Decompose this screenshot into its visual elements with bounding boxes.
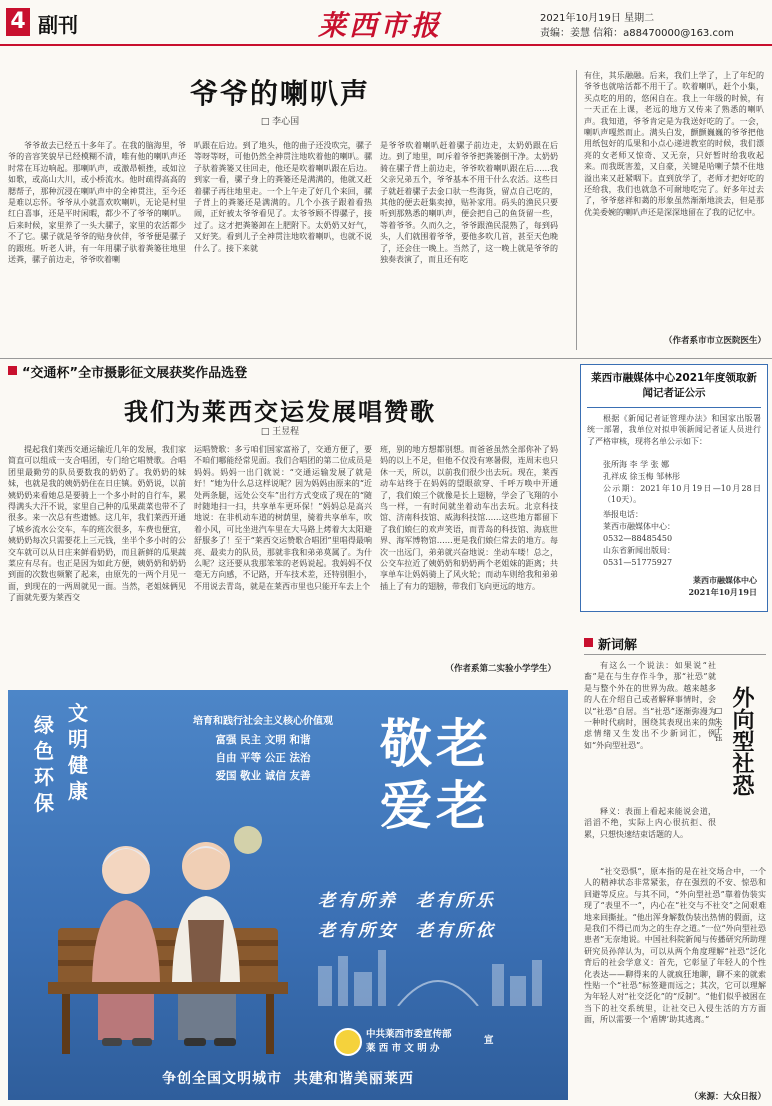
section-name: 副刊 bbox=[38, 13, 78, 37]
notice-rule bbox=[587, 407, 761, 408]
article2-kicker-mark bbox=[8, 366, 17, 375]
notice-names-1: 张所海 李 学 张 娜 bbox=[603, 460, 670, 469]
article2-credit: （作者系第二实验小学学生） bbox=[445, 664, 556, 674]
grandmother-body bbox=[92, 900, 160, 982]
page-number-badge: 4 bbox=[6, 8, 30, 36]
new-words-section: 新词解 bbox=[598, 638, 638, 653]
notice-box bbox=[580, 364, 768, 612]
bench-back bbox=[58, 928, 278, 988]
moon-icon bbox=[234, 826, 262, 854]
poster-values-3: 爱国 敬业 诚信 友善 bbox=[215, 770, 311, 782]
notice-org2: 山东省新闻出版局： bbox=[603, 546, 675, 555]
notice-title: 莱西市融媒体中心2021年度领取新闻记者证公示 bbox=[591, 372, 757, 399]
article1-byline: □ 李心国 bbox=[260, 117, 300, 127]
section-rule bbox=[0, 358, 772, 359]
new-words-mark bbox=[584, 638, 593, 647]
poster-values-1: 富强 民主 文明 和谐 bbox=[215, 734, 311, 746]
page-header bbox=[0, 0, 772, 44]
poster-org-suffix: 宣 bbox=[484, 1035, 494, 1046]
poster-side-right: 文 明 健 康 bbox=[68, 701, 88, 803]
notice-sign-date: 2021年10月19日 bbox=[688, 587, 757, 597]
article2-byline: □ 王昱程 bbox=[260, 427, 300, 437]
article1-col2: 叭跟在后边。到了地头，他的曲子还没吹完，骡子等呀等呀，可他仍然全神贯注地吹着他的喇叭。骡子驮着粪篓又往回走，他还是吹着喇叭跟在后边。到家一看，骡子身上的粪篓还是满满的，他就又赶着骡子再往地里走。一个上午走了好几个来回，骡子背上的粪篓还是满满的。几个小孩子跟着看热闹，正好被太爷爷看见了。太爷爷顾不得骡子，接过了。这才把粪篓卸在上肥附下。太奶奶又好气，又好笑。看到儿子全神贯注地吹着喇叭，也就不说什么了。接下来就 bbox=[194, 141, 372, 253]
header-rule bbox=[0, 44, 772, 46]
poster-side-left: 绿 色 环 保 bbox=[34, 713, 54, 815]
column-divider bbox=[576, 70, 577, 350]
grandmother-head bbox=[102, 846, 150, 894]
new-words-title: 外向型社恐 bbox=[729, 686, 755, 796]
article1-col3: 是爷爷吹着喇叭赶着骡子前边走，太奶奶跟在后边。到了地里，呵斥着爷爷把粪篓倒干净。太奶奶骑在骡子背上前边走，爷爷吹着喇叭跟在后……我父亲兄弟五个，爷爷基本不用干什么农活。这些日子就赶着骡子去金口驮一些海货，留点自己吃的，其他的便去赶集卖掉，贴补家用。码头的渔民只要听到那熟悉的喇叭声，便会把自己的鱼货留一些，等着爷爷。久而久之，爷爷跟渔民混熟了，每到码头，人们就围着爷爷，要他多吹几首，甚至天色晚了，还会住一晚上。当然了，这一晚上就是爷爷的独奏表演了，而且还有吃 bbox=[380, 141, 558, 265]
new-words-byline: □ 朱子钰 bbox=[714, 706, 723, 742]
new-words-body: “社交恐惧”，原本指的是在社交场合中，一个人的精神状态非常紧张，存在强烈的不安、惊恐和回避等反应。与其不同，“外向型社恐”靠着伪装实现了“表里不一”，内心在“社交与不社交”之间艰难地来回撕扯。“他出浑身解数伪装出热情的假面，这是我们不得已而为之的生存之道。”一位“外向型社恐患者”无奈地说。中国社科院新闻与传播研究所助理研究员孙萍认为，可以从两个角度理解“社恐”泛化背后的社会学意义：首先，它彰显了年轻人的个性化表达——聊得来的人就疯狂地聊，聊不来的就索性贴一个“社恐”标签避而远之；其次，它可以理解为年轻人对“社交泛化”的“反制”。“他们似乎被困在当下的社交系统里，让社交已入侵生活的方方面面，所以需要一个‘盾牌’助其逃离。” bbox=[584, 867, 766, 1025]
notice-sign: 莱西市融媒体中心 bbox=[693, 575, 757, 585]
date-line: 2021年10月19日 星期二 bbox=[540, 13, 655, 24]
poster-bottom-slogan: 争创全国文明城市 共建和谐美丽莱西 bbox=[162, 1071, 414, 1087]
new-words-definition: 释义：表面上看起来能说会道，滔滔不绝，实际上内心很抗拒、很累，只想快速结束话题的人。 bbox=[584, 807, 716, 839]
article1-col1: 爷爷故去已经五十多年了。在我的脑海里，爷爷的音容笑貌早已经模糊不清，唯有他的喇叭声还时常在耳边响起。那喇叭声，或激昂顿挫，或如泣如歌，或高山大川，或小桥流水。他时疏得高高的腮帮子，那种沉浸在喇叭声中的全神贯注，至今还是难以忘怀。爷爷从小就喜欢吹喇叭，无论是村里红白喜事，还是平时闲暇，都少不了爷爷的喇叭。后来时候，家里养了一头大骡子，家里的农活都少不了它。骡子就是爷爷的贴身伙伴，爷爷便是骡子的跟班。听老人讲，有一年用骡子驮着粪篓往地里送粪，骡子前边走，爷爷吹着喇 bbox=[8, 141, 186, 265]
new-words-credit: （来源：大众日报） bbox=[689, 1092, 766, 1102]
city-skyline-illustration bbox=[308, 946, 558, 1006]
article2-kicker: “交通杯”全市摄影征文展获奖作品选登 bbox=[22, 366, 248, 381]
elderly-couple-illustration bbox=[38, 810, 298, 1060]
article1-col4: 有住，其乐融融。后来，我们上学了，上了年纪的爷爷也就啥活都不用干了。吹着喇叭，赶个小集，买点吃的用的，悠闲自在。我上一年级的时候，有一天正在上课，老远的地方又传来了熟悉的喇叭声。我知道，爷爷肯定是为我送好吃的了。一会，喇叭声嘎然而止。满头白发，颤颤巍巍的爷爷把他用纸包好的瓜果和小点心递进教室的时候，我们漂亮的女老师又惊奇、又无奈，只好暂时给我收起来。而我既害羞，又自豪，关键是哈喇子禁不住地溢出来又赶紧咽下。直到放学了，老师才把好吃的还给我，我们也就急不可耐地吃完了。好多年过去了，爷爷慈祥和蔼的形象虽然渐渐地淡去，但是那优美委婉的喇叭声还是深深地留在了我的记忆中。 bbox=[584, 71, 764, 217]
new-words-intro: 有这么一个说法：如果说“社畜”是在与生存作斗争，那“社恐”就是与整个外在的世界为敌。越来越多的人在介绍自己或者解释事情时，会以“社恐”自居。当“社恐”逐渐弥漫为一种时代病时，围绕其表现出来的焦虑情绪又生发出不少新词汇，例如“外向型社恐”。 bbox=[584, 661, 716, 750]
masthead: 莱西市报 bbox=[318, 9, 443, 42]
notice-phone2: 0531—51775927 bbox=[603, 558, 673, 567]
poster-values-2: 自由 平等 公正 法治 bbox=[215, 752, 311, 764]
notice-report-label: 举报电话： bbox=[603, 510, 643, 519]
poster-slogan-1: 老有所养 老有所乐 bbox=[318, 891, 496, 911]
notice-org1: 莱西市融媒体中心： bbox=[603, 522, 675, 531]
notice-phone1: 0532—88485450 bbox=[603, 534, 673, 543]
article2-col1: 提起我们莱西交通运输近几年的发展，我们家简直可以组成一支合唱团，专门给它唱赞歌。合唱团里最勤劳的队员要数我的奶奶了。我奶奶的妹妹，也就是我的姨奶奶住在日庄镇。奶奶说，以前姨奶奶来看她总是要骑上一个多小时的自行车，累得满头大汗不说，家里自己种的瓜果蔬菜也带不了很多。来一次总有些遗憾。这几年，我们莱西开通了城乡流水公交车，车的班次很多，车费也便宜，姨奶奶每次只需要花上三元钱，坐半个多小时的公交车就可以从日庄来鲜看奶奶，而且新鲜的瓜果蔬菜应有尽有。也正是因为如此方便，姨奶奶和奶奶到面的次数也频繁了起来，由原先的一两个月见一面，到现在的一两周就见一面。当然，老姐妹俩见了面就先要为莱西交 bbox=[8, 445, 186, 603]
poster-emblem-icon bbox=[334, 1028, 362, 1056]
grandfather-head bbox=[182, 842, 230, 890]
public-service-poster bbox=[8, 690, 568, 1100]
notice-names-2: 孔祥成 徐玉梅 邹林彤 bbox=[603, 472, 681, 481]
article2-title: 我们为莱西交运发展唱赞歌 bbox=[124, 397, 436, 426]
article2-col2: 运唱赞歌：多亏咱们国家富裕了，交通方便了，要不咱们哪能经常见面。我们合唱团的第二位成员是妈妈。妈妈一出门就说：“交通运输发展了就是好！”她为什么总这样说呢？因为妈妈由原来的“近处两条腿，远处公交车”出行方式变成了现在的“随时随地扫一扫，共享单车更环保！”妈妈总是高兴地说：在非机动车道的树荫里，骑着共享单车，吹着小风，可比坐进汽车里在大马路上烤着大太阳避舒服多了！至于“莱西交运赞歌合唱团”里唱得最响亮、最卖力的队员，那就非我和弟弟莫属了。为什么呢？这还要从我那笨笨的老妈说起。我妈妈不仅毫无方向感，不记路，开车技术差，还特别胆小，不用说去青岛，就是在莱西市里也只能开车去上个 bbox=[194, 445, 372, 591]
article2-col3: 班，别的地方想都别想。而爸爸虽然全部你补了妈妈的以上不足，但他不仅没有寒暑假，连周末也只休一天，所以，以前我们很少出去玩。现在，莱西动车站终于在妈妈的望眼欲穿、千呼万唤中开通了，我们娘三个就像是长上翅膀，学会了飞翔的小鸟一样，一有时间就坐着动车出去玩。北京科技馆、济南科技馆、威海科技馆……这些地方都留下了我们娘仨的欢声笑语，而青岛的科技馆、海底世界、海军博物馆……更是我们娘仨常去的地方。每次一出远门，弟弟就兴奋地说：坐动车喽！总之，公交车拉近了姨奶奶和奶奶两个老姐妹的距离；共享单车让妈妈骑上了风火轮；而动车则给我和弟弟插上了有力的翅膀，带我们飞向更远的地方。 bbox=[380, 445, 558, 591]
poster-slogan-2: 老有所安 老有所依 bbox=[318, 921, 496, 941]
poster-org-1: 中共莱西市委宣传部 bbox=[366, 1029, 452, 1040]
poster-values-title: 培育和践行社会主义核心价值观 bbox=[193, 716, 333, 727]
bench-seat bbox=[48, 982, 288, 994]
article1-credit: （作者系市市立医院医生） bbox=[663, 336, 766, 346]
editor-line: 责编：姜慧 信箱：a88470000@163.com bbox=[540, 28, 734, 39]
new-words-rule bbox=[584, 654, 766, 655]
poster-org-2: 莱 西 市 文 明 办 bbox=[366, 1043, 440, 1054]
poster-big-1: 敬老 bbox=[380, 714, 493, 775]
notice-period: 公示期：2021年10月19日—10月28日（10天）。 bbox=[603, 484, 761, 505]
notice-body: 根据《新闻记者证管理办法》和国家出版署统一部署，我单位对拟申领新闻记者证人员进行了严格审核，现将名单公示如下： bbox=[587, 414, 761, 446]
poster-big-2: 爱老 bbox=[380, 776, 493, 837]
article1-title: 爷爷的喇叭声 bbox=[189, 77, 370, 110]
